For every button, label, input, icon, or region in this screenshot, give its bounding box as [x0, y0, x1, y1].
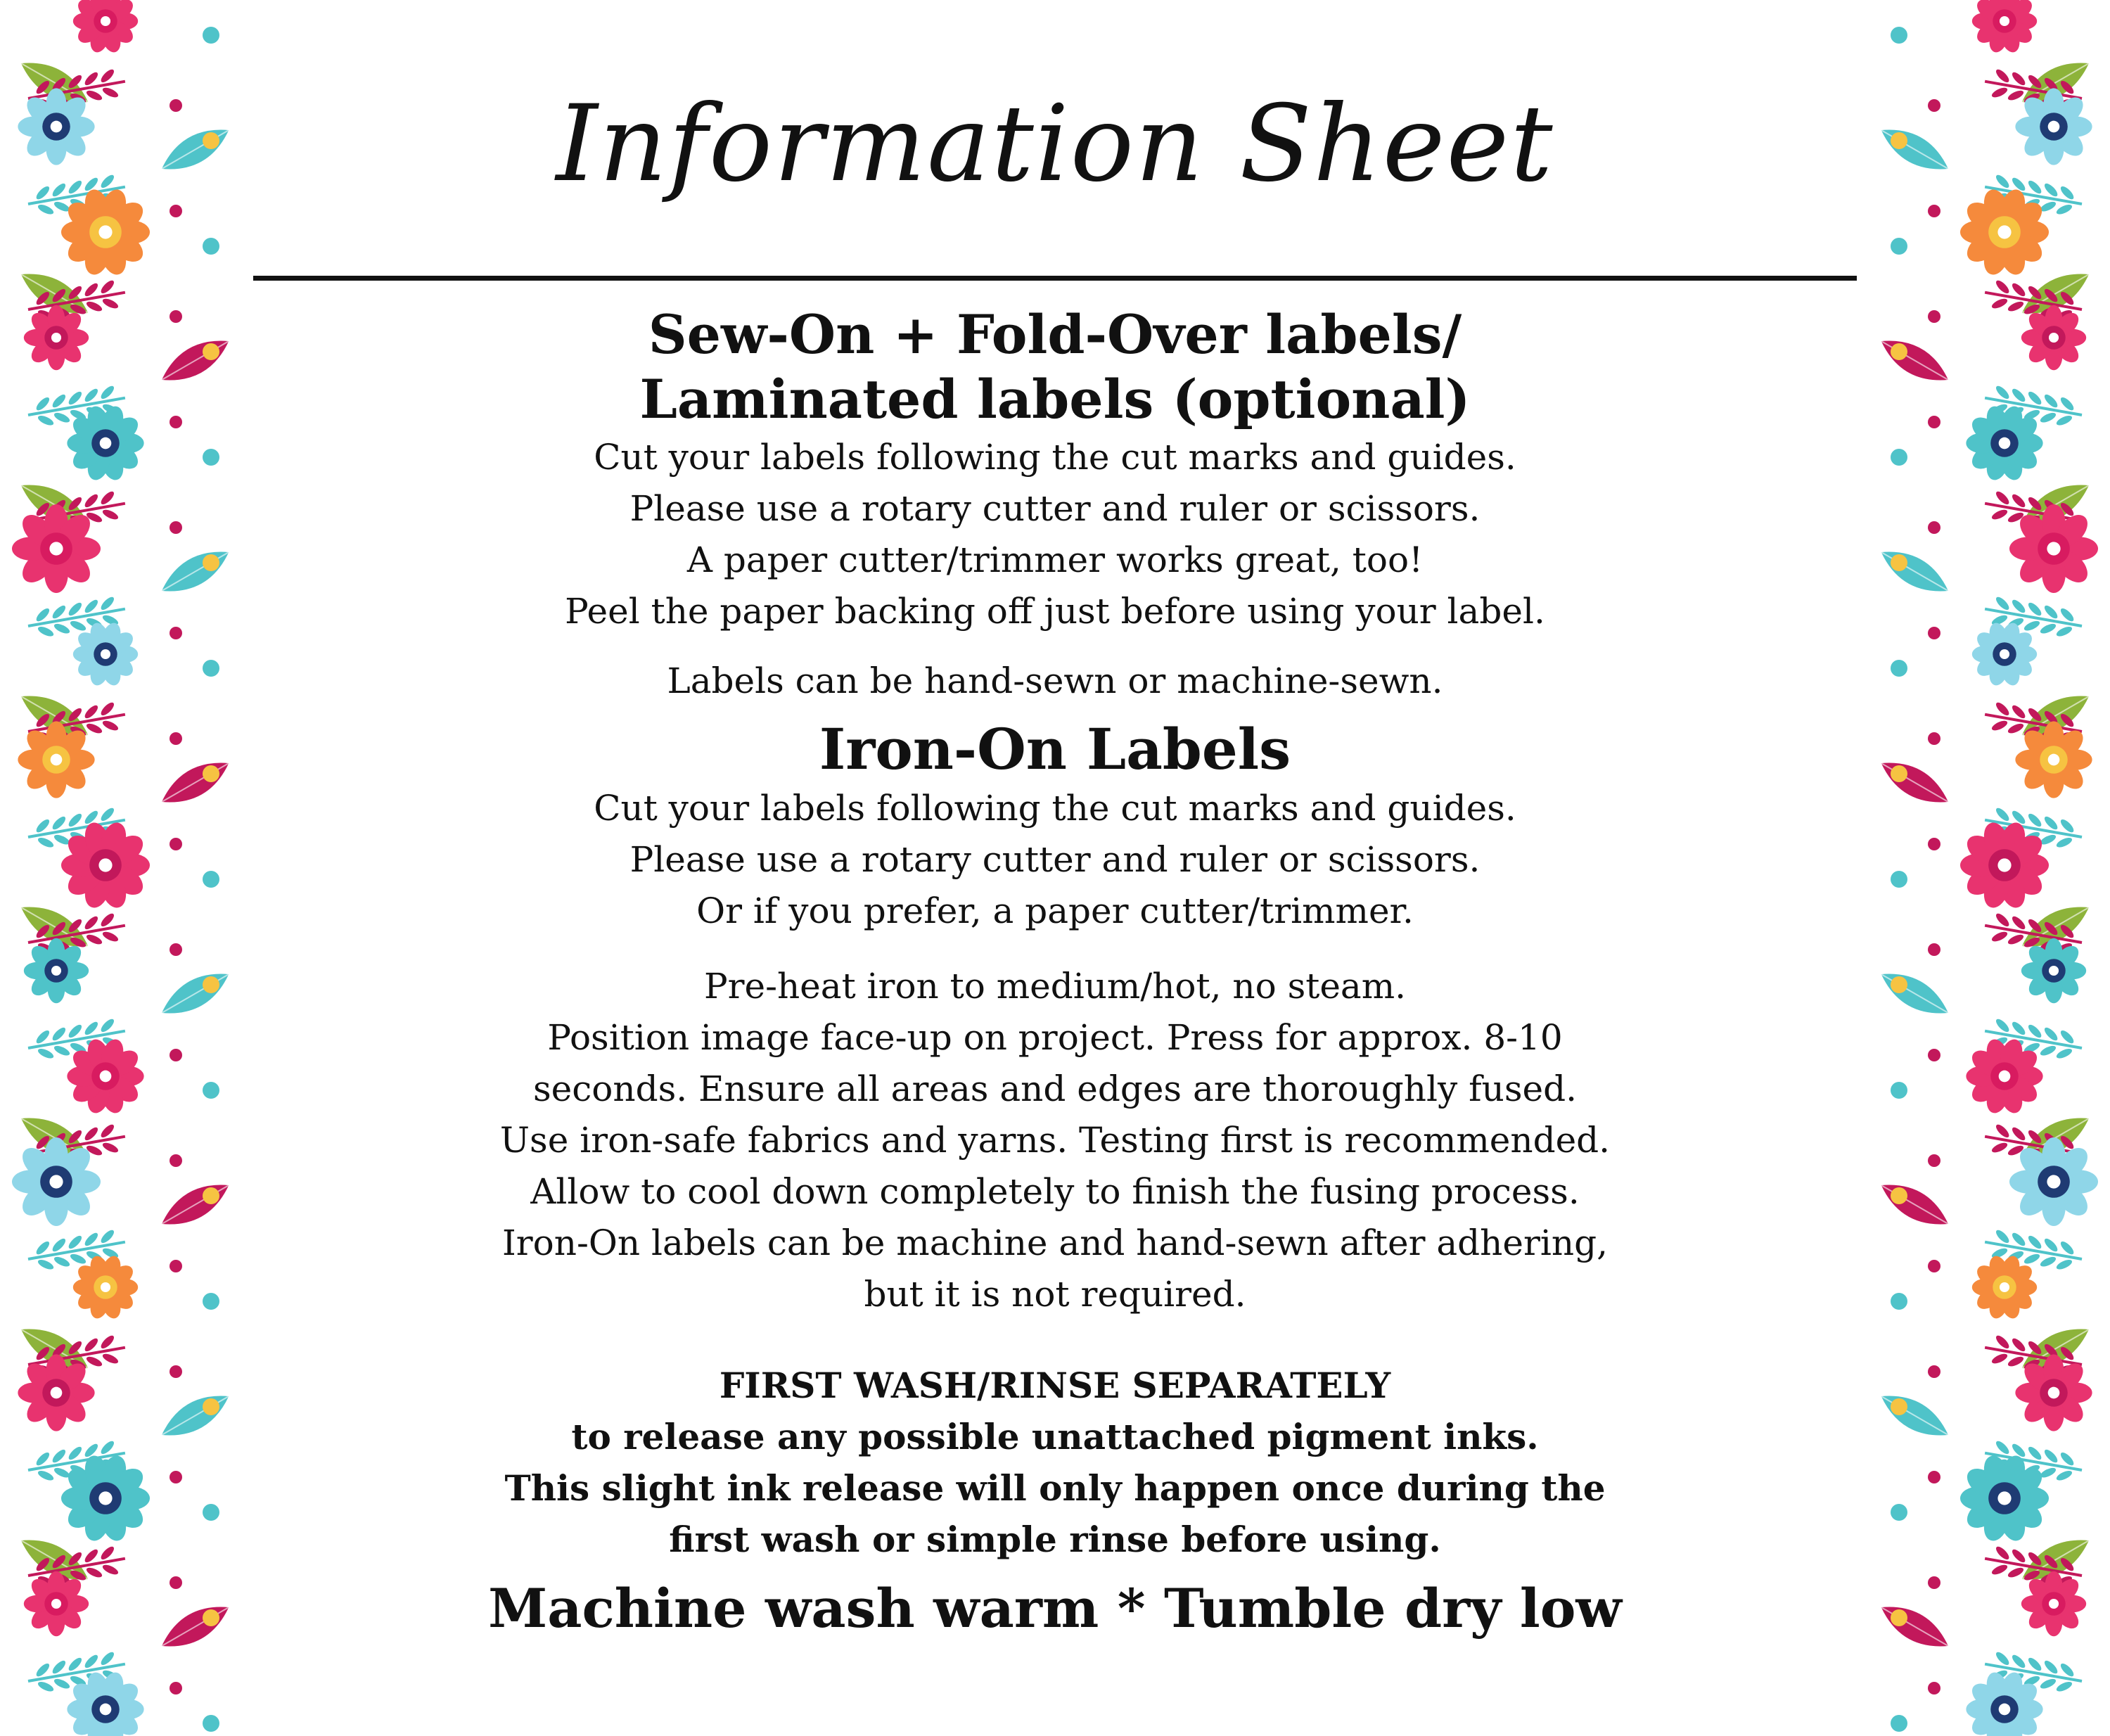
iron-on-heading: Iron-On Labels	[819, 716, 1291, 782]
sew-on-instruction: Please use a rotary cutter and ruler or scissors.	[629, 488, 1481, 529]
dot-icon	[203, 27, 219, 44]
leaf-icon	[155, 962, 236, 1024]
flower-icon	[18, 1354, 94, 1431]
flower-icon	[73, 620, 138, 687]
sew-on-section	[267, 302, 1843, 707]
leaf-icon	[1874, 1173, 1955, 1235]
flower-icon	[24, 1571, 89, 1636]
dot-icon	[170, 416, 182, 428]
leaf-icon	[155, 1173, 236, 1235]
iron-on-step: Iron-On labels can be machine and hand-sewn after adhering,	[502, 1223, 1608, 1263]
flower-icon	[2021, 1571, 2086, 1636]
dot-icon	[1891, 1504, 1907, 1521]
dot-icon	[1891, 871, 1907, 888]
dot-icon	[1891, 1082, 1907, 1099]
dot-icon	[170, 521, 182, 534]
flower-icon	[2021, 305, 2086, 370]
dot-icon	[170, 838, 182, 850]
dot-icon	[1891, 1293, 1907, 1310]
iron-on-step: Position image face-up on project. Press for approx. 8-10	[547, 1017, 1563, 1058]
dot-icon	[170, 310, 182, 323]
dot-icon	[170, 1260, 182, 1272]
dot-icon	[1928, 416, 1940, 428]
flower-icon	[1972, 1253, 2037, 1320]
dot-icon	[1891, 1715, 1907, 1732]
flower-icon	[2009, 1137, 2098, 1226]
dot-icon	[170, 1682, 182, 1694]
dot-icon	[203, 1504, 219, 1521]
iron-on-step: seconds. Ensure all areas and edges are thoroughly fused.	[533, 1068, 1577, 1109]
dot-icon	[1928, 732, 1940, 745]
flower-icon	[2021, 938, 2086, 1003]
dot-icon	[1891, 1398, 1907, 1415]
iron-on-step: Allow to cool down completely to finish the fusing process.	[530, 1171, 1580, 1212]
wash-section	[267, 1360, 1843, 1642]
dot-icon	[1928, 1154, 1940, 1167]
title-divider	[253, 276, 1857, 281]
leaf-icon	[1874, 329, 1955, 391]
dot-icon	[170, 943, 182, 956]
flower-icon	[12, 1137, 101, 1226]
dot-icon	[170, 627, 182, 639]
dot-icon	[203, 976, 219, 993]
dot-icon	[1891, 660, 1907, 677]
iron-on-section	[267, 715, 1843, 1320]
flower-icon	[2015, 1354, 2092, 1431]
dot-icon	[203, 1715, 219, 1732]
dot-icon	[170, 732, 182, 745]
leaf-icon	[155, 751, 236, 813]
dot-icon	[170, 1576, 182, 1589]
iron-on-step: Pre-heat iron to medium/hot, no steam.	[703, 966, 1407, 1007]
iron-on-instruction: Or if you prefer, a paper cutter/trimmer.	[696, 891, 1414, 931]
flower-icon	[24, 305, 89, 370]
dot-icon	[1928, 1260, 1940, 1272]
dot-icon	[203, 1082, 219, 1099]
leaf-icon	[1874, 751, 1955, 813]
dot-icon	[1928, 521, 1940, 534]
dot-icon	[1891, 1609, 1907, 1626]
leaf-icon	[155, 540, 236, 602]
flower-icon	[73, 1253, 138, 1320]
leaf-icon	[1874, 540, 1955, 602]
dot-icon	[203, 765, 219, 782]
flower-icon	[1972, 0, 2037, 55]
flower-icon	[1972, 620, 2037, 687]
wash-instruction: to release any possible unattached pigment inks.	[571, 1416, 1539, 1457]
iron-on-instruction: Cut your labels following the cut marks and guides.	[594, 788, 1516, 829]
floral-pattern-icon	[1857, 0, 2110, 1736]
dot-icon	[1891, 238, 1907, 255]
flower-icon	[24, 938, 89, 1003]
dot-icon	[1891, 1187, 1907, 1204]
leaf-icon	[1874, 1384, 1955, 1446]
leaf-icon	[1874, 962, 1955, 1024]
sew-on-heading-line1: Sew-On + Fold-Over labels/	[648, 303, 1462, 366]
sew-on-instruction: Cut your labels following the cut marks and guides.	[594, 437, 1516, 478]
flower-icon	[73, 0, 138, 55]
leaf-icon	[155, 1384, 236, 1446]
sew-on-instruction: Peel the paper backing off just before using your label.	[565, 591, 1545, 632]
dot-icon	[203, 1609, 219, 1626]
dot-icon	[1928, 1576, 1940, 1589]
flower-icon	[2009, 504, 2098, 593]
floral-border-right	[1857, 0, 2110, 1736]
dot-icon	[170, 1365, 182, 1378]
dot-icon	[203, 1398, 219, 1415]
dot-icon	[1928, 1365, 1940, 1378]
dot-icon	[1928, 310, 1940, 323]
dot-icon	[1891, 976, 1907, 993]
dot-icon	[170, 1154, 182, 1167]
wash-instruction: first wash or simple rinse before using.	[669, 1519, 1441, 1560]
leaf-icon	[1874, 1595, 1955, 1657]
dot-icon	[1928, 1682, 1940, 1694]
info-content	[267, 302, 1843, 1642]
sew-on-note: Labels can be hand-sewn or machine-sewn.	[667, 660, 1443, 701]
flower-icon	[18, 721, 94, 798]
floral-border-left	[0, 0, 253, 1736]
dot-icon	[1891, 554, 1907, 571]
leaf-icon	[155, 1595, 236, 1657]
page-title: Information Sheet	[556, 83, 1554, 205]
dot-icon	[170, 205, 182, 217]
dot-icon	[170, 1471, 182, 1483]
dot-icon	[203, 343, 219, 360]
dot-icon	[1928, 943, 1940, 956]
floral-pattern-icon	[0, 0, 253, 1736]
care-instructions: Machine wash warm * Tumble dry low	[488, 1577, 1622, 1640]
dot-icon	[1928, 205, 1940, 217]
dot-icon	[203, 871, 219, 888]
dot-icon	[1928, 1049, 1940, 1061]
leaf-icon	[155, 329, 236, 391]
wash-instruction: This slight ink release will only happen once during the	[504, 1467, 1606, 1509]
iron-on-step: but it is not required.	[864, 1274, 1246, 1315]
flower-icon	[2015, 721, 2092, 798]
dot-icon	[1891, 765, 1907, 782]
dot-icon	[203, 238, 219, 255]
dot-icon	[1891, 343, 1907, 360]
wash-heading: FIRST WASH/RINSE SEPARATELY	[719, 1365, 1391, 1406]
dot-icon	[203, 554, 219, 571]
dot-icon	[1928, 838, 1940, 850]
dot-icon	[1891, 27, 1907, 44]
dot-icon	[1928, 627, 1940, 639]
iron-on-instruction: Please use a rotary cutter and ruler or scissors.	[629, 839, 1481, 880]
iron-on-step: Use iron-safe fabrics and yarns. Testing first is recommended.	[499, 1120, 1611, 1161]
dot-icon	[203, 1293, 219, 1310]
sew-on-instruction: A paper cutter/trimmer works great, too!	[686, 540, 1424, 580]
flower-icon	[12, 504, 101, 593]
dot-icon	[1891, 449, 1907, 466]
dot-icon	[203, 660, 219, 677]
dot-icon	[203, 1187, 219, 1204]
sew-on-heading-line2: Laminated labels (optional)	[639, 368, 1471, 430]
dot-icon	[1928, 1471, 1940, 1483]
dot-icon	[203, 449, 219, 466]
dot-icon	[170, 1049, 182, 1061]
